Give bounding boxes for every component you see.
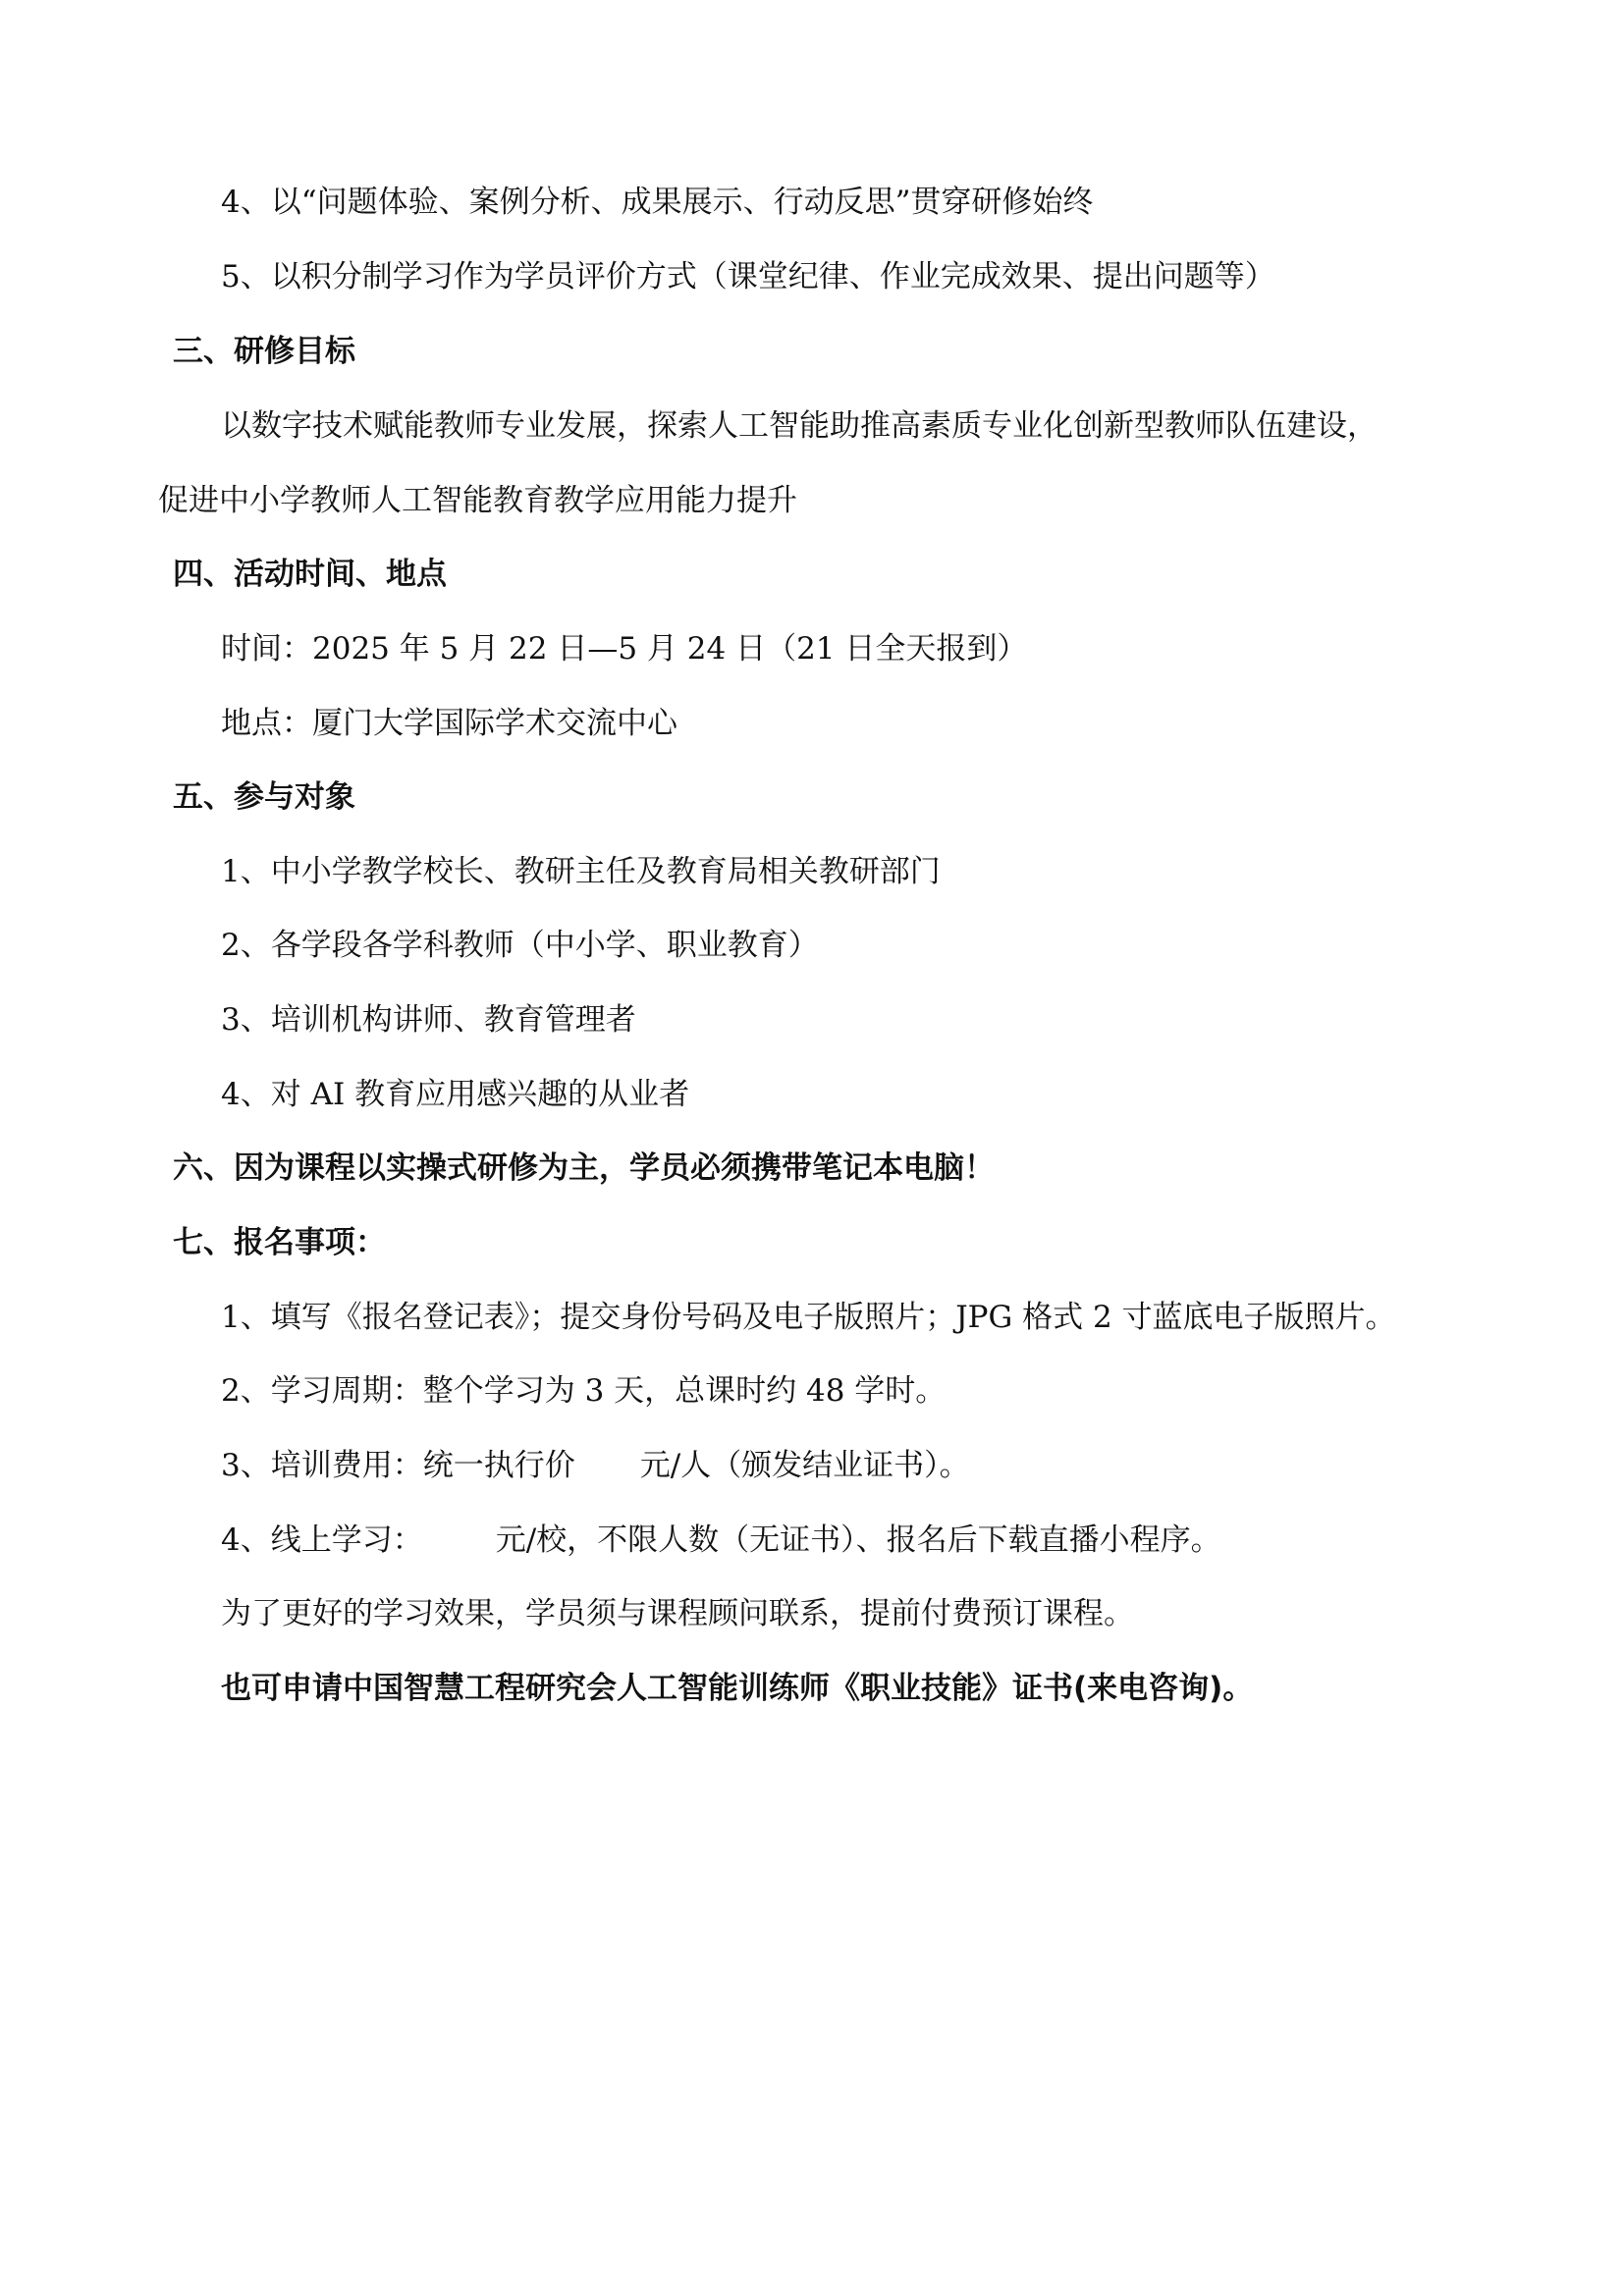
laptop-requirement-note: 六、因为课程以实操式研修为主，学员必须携带笔记本电脑！ bbox=[173, 1150, 995, 1186]
registration-item-3 bbox=[221, 1446, 970, 1485]
registration-item-4 bbox=[221, 1521, 1221, 1560]
method-item-5: 5、以积分制学习作为学员评价方式（课堂纪律、作业完成效果、提出问题等） bbox=[221, 259, 1275, 294]
goal-paragraph-line-2: 促进中小学教师人工智能教育教学应用能力提升 bbox=[158, 483, 797, 518]
registration-item-2: 2、学习周期：整个学习为 3 天，总课时约 48 学时。 bbox=[221, 1373, 947, 1409]
online-label: 4、线上学习： bbox=[221, 1522, 423, 1558]
participant-item-2: 2、各学段各学科教师（中小学、职业教育） bbox=[221, 928, 819, 963]
section-heading-goal: 三、研修目标 bbox=[173, 334, 355, 369]
fee-unit: 元/人（颁发结业证书）。 bbox=[639, 1448, 970, 1483]
activity-time: 时间：2025 年 5 月 22 日—5 月 24 日（21 日全天报到） bbox=[221, 631, 1028, 667]
registration-advice: 为了更好的学习效果，学员须与课程顾问联系，提前付费预订课程。 bbox=[221, 1596, 1134, 1631]
activity-place: 地点：厦门大学国际学术交流中心 bbox=[221, 706, 677, 741]
participant-item-3: 3、培训机构讲师、教育管理者 bbox=[221, 1002, 636, 1038]
goal-paragraph-line-1: 以数字技术赋能教师专业发展，探索人工智能助推高素质专业化创新型教师队伍建设， bbox=[221, 408, 1378, 444]
participant-item-4: 4、对 AI 教育应用感兴趣的从业者 bbox=[221, 1077, 690, 1112]
fee-label: 3、培训费用：统一执行价 bbox=[221, 1448, 575, 1483]
certificate-note: 也可申请中国智慧工程研究会人工智能训练师《职业技能》证书(来电咨询)。 bbox=[221, 1671, 1254, 1706]
section-heading-time-place: 四、活动时间、地点 bbox=[173, 557, 447, 592]
section-heading-registration: 七、报名事项： bbox=[173, 1225, 386, 1260]
section-heading-participants: 五、参与对象 bbox=[173, 779, 355, 815]
online-unit: 元/校，不限人数（无证书）、报名后下载直播小程序。 bbox=[495, 1522, 1221, 1558]
method-item-4: 4、以“问题体验、案例分析、成果展示、行动反思”贯穿研修始终 bbox=[221, 185, 1094, 220]
registration-item-1: 1、填写《报名登记表》；提交身份号码及电子版照片；JPG 格式 2 寸蓝底电子版照片。 bbox=[221, 1300, 1396, 1335]
participant-item-1: 1、中小学教学校长、教研主任及教育局相关教研部门 bbox=[221, 854, 941, 889]
